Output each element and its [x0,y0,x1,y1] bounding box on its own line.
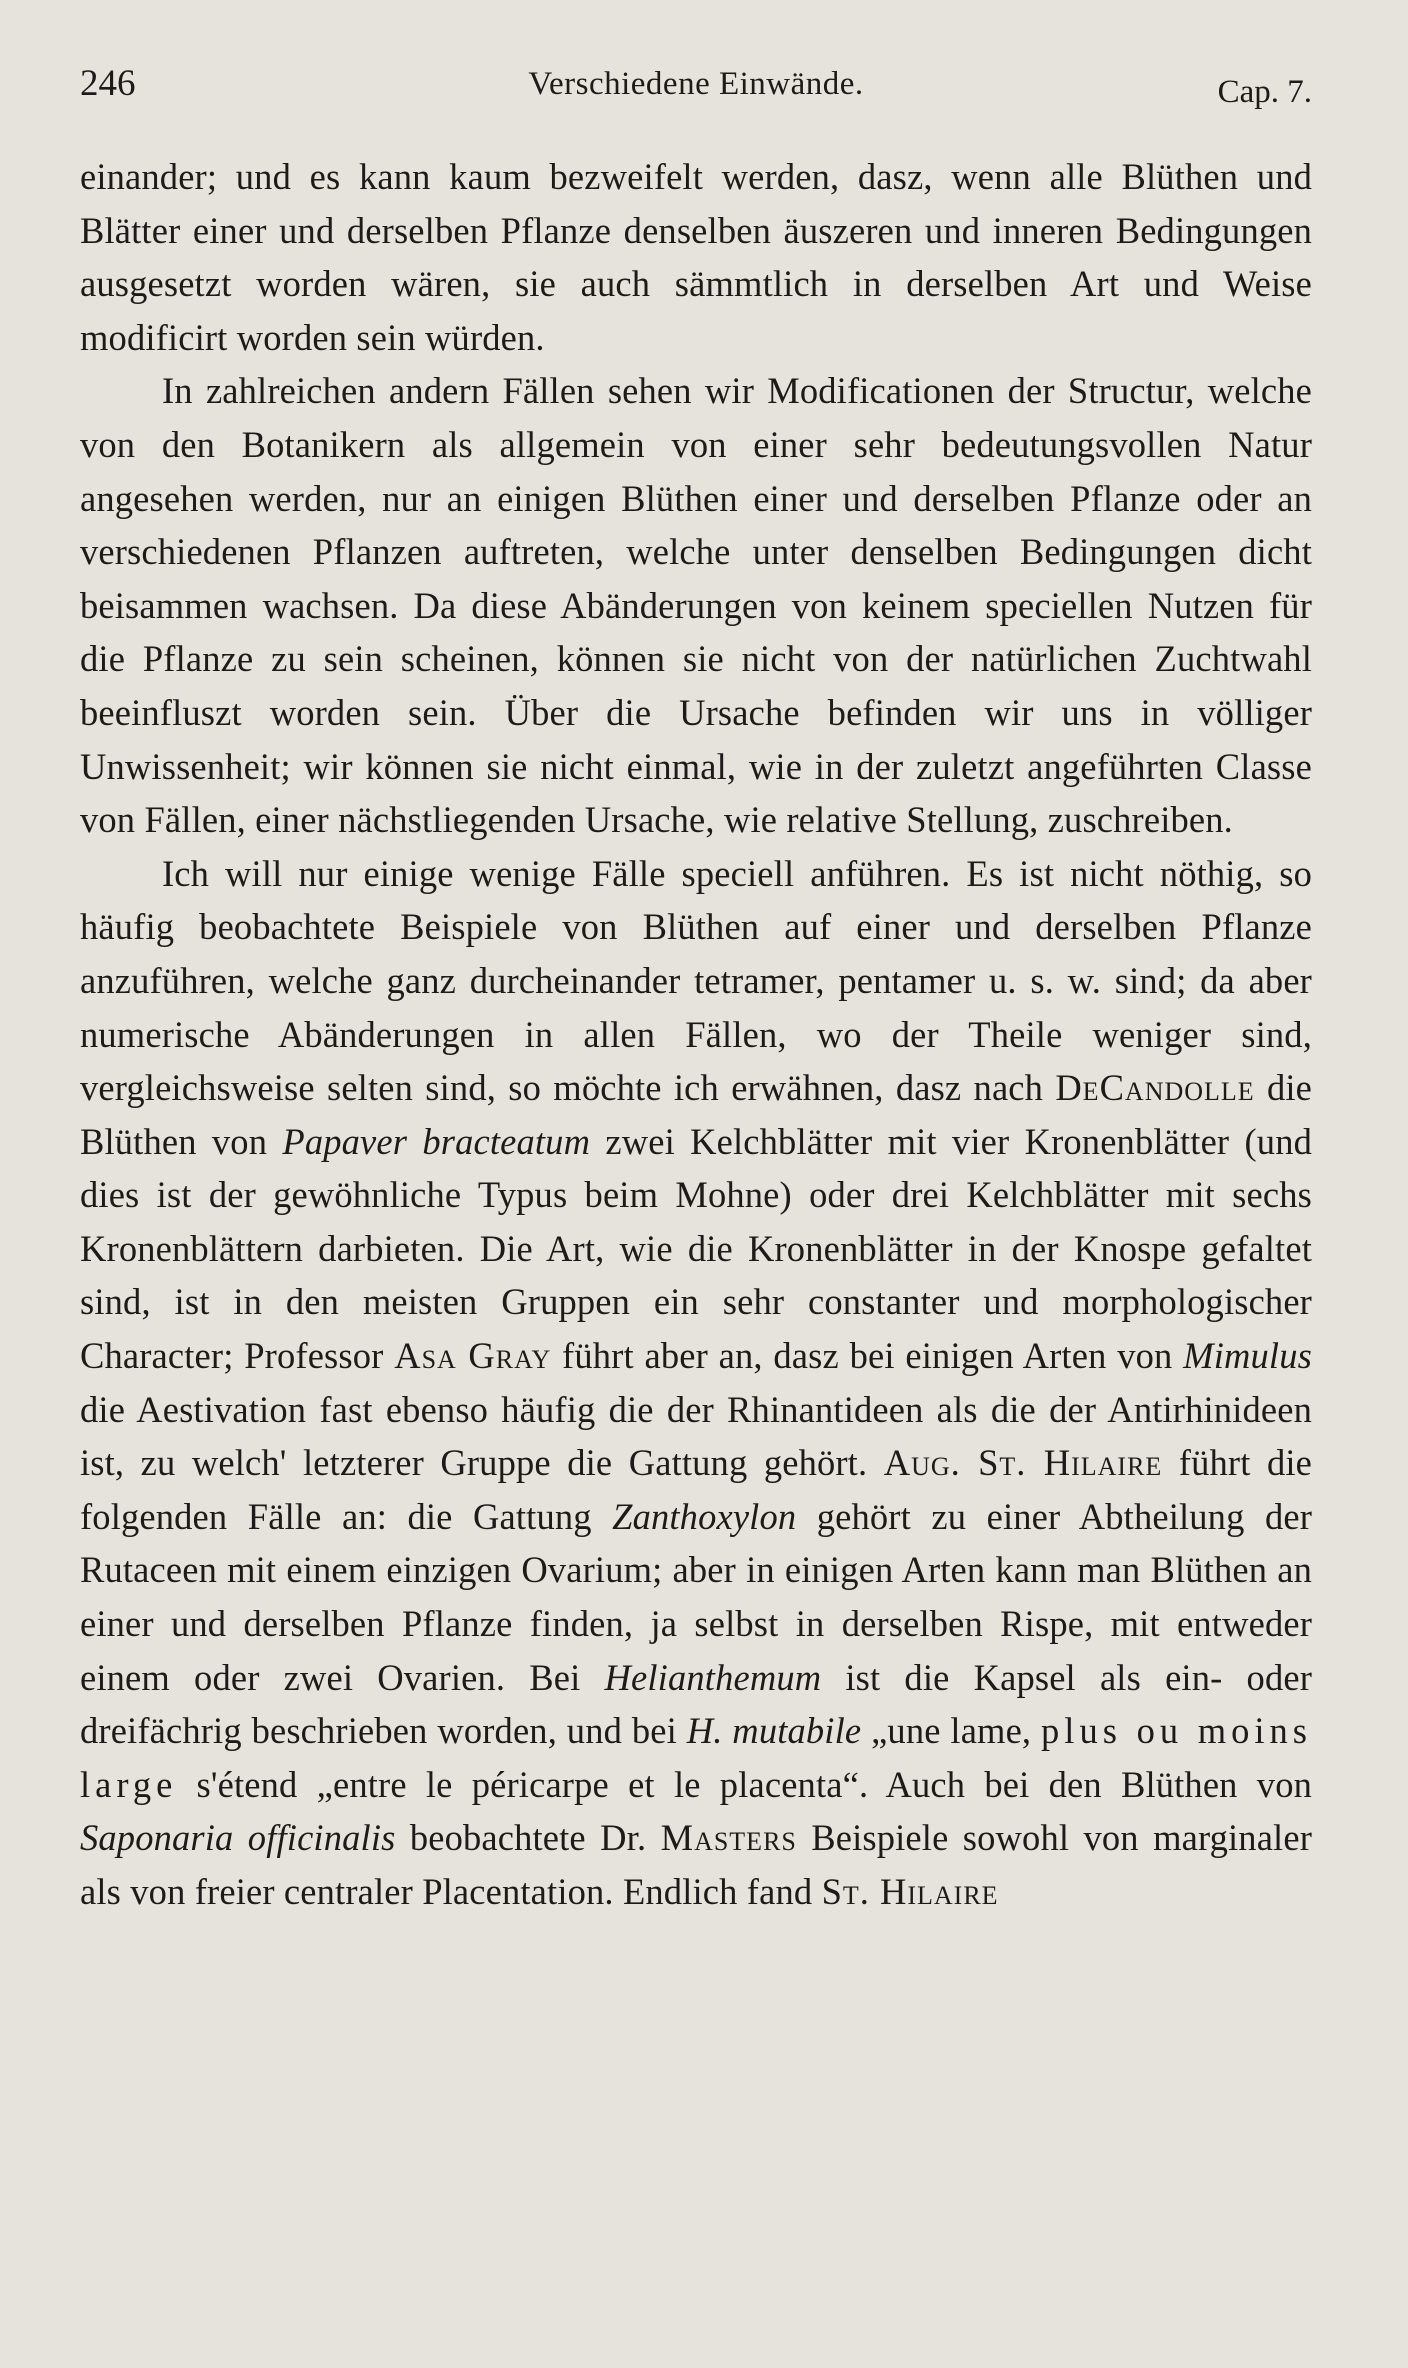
running-title: Verschiedene Einwände. [528,66,864,102]
paragraph-3-text-10: beobachtete Dr. [409,1817,647,1859]
paragraph-2: In zahlreichen andern Fällen sehen wir Modificationen der Structur, welche von den Botanikern als allgemein von einer sehr bedeutungsvollen Natur angesehen werden, nur an einigen Blüthen einer und derselben Pflanze oder an verschiedenen Pflanzen auftreten, welche unter denselben Bedingungen dicht beisammen wachsen. Da diese Abänderungen von keinem speciellen Nutzen für die Pflanze zu sein scheinen, können sie nicht von der natürlichen Zuchtwahl beeinfluszt worden sein. Über die Ursache befinden wir uns in völliger Unwissenheit; wir können sie nicht einmal, wie in der zuletzt angeführten Classe von Fällen, einer nächstliegenden Ursache, wie relative Stellung, zuschreiben. [80,370,1312,841]
chapter-label: Cap. 7. [1217,74,1312,110]
paragraph-3-text-6: führt die folgenden Fälle an: die Gattung [80,1442,1312,1537]
paragraph-3-text-3: zwei Kelchblätter mit vier Kronenblätter (und dies ist der gewöhnliche Typus beim Mohne) oder drei Kelchblätter mit sechs Kronenblättern darbieten. Die Art, wie die Kronenblätter in der Knospe gefaltet sind, ist in den meisten Gruppen ein sehr constanter und morphologischer Character; Professor [80,1120,1313,1377]
author-name-hilaire: Aug. St. Hilaire [883,1442,1163,1484]
genus-zanthoxylon: Zanthoxylon [612,1495,797,1537]
author-name-masters: Masters [660,1817,797,1859]
paragraph-3-text-1: Ich will nur einige wenige Fälle speciell anführen. Es ist nicht nöthig, so häufig beobachtete Beispiele von Blüthen auf einer und derselben Pflanze anzuführen, welche ganz durcheinander tetramer, pentamer u. s. w. sind; da aber numerische Abänderungen in allen Fällen, wo der Theile weniger sind, vergleichsweise selten sind, so möchte ich erwähnen, dasz nach [80,852,1312,1109]
author-name-decandolle: DeCandolle [1055,1067,1255,1109]
paragraph-3-text-7: gehört zu einer Abtheilung der Rutaceen mit einem einzigen Ovarium; aber in einigen Arten kann man Blüthen an einer und derselben Pflanze finden, ja selbst in derselben Rispe, mit entweder einem oder zwei Ovarien. Bei [80,1495,1313,1698]
paragraph-3-text-5: die Aestivation fast ebenso häufig die der Rhinantideen als die der Antirhinideen ist, zu welch' letzterer Gruppe die Gattung gehört. [80,1388,1312,1484]
paragraph-3-text-4: führt aber an, dasz bei einigen Arten von [562,1335,1173,1377]
species-papaver: Papaver bracteatum [282,1120,591,1162]
paragraph-3-text-8: ist die Kapsel als ein- oder dreifächrig beschrieben worden, und bei [80,1656,1312,1752]
species-saponaria: Saponaria officinalis [80,1817,396,1859]
species-mutabile: H. mutabile [686,1710,862,1752]
page-number: 246 [80,63,136,104]
author-name-gray: Asa Gray [394,1335,552,1377]
paragraph-1: einander; und es kann kaum bezweifelt werden, dasz, wenn alle Blüthen und Blätter einer und derselben Pflanze denselben äuszeren und inneren Bedingungen ausgesetzt worden wären, sie auch sämmtlich in derselben Art und Weise modificirt worden sein würden. [80,156,1312,358]
paragraph-3-text-11: Beispiele sowohl von marginaler als von freier centraler Placentation. Endlich fand [80,1817,1313,1912]
french-quote-spaced: plus ou moins large [80,1710,1312,1805]
genus-helianthemum: Helianthemum [604,1656,822,1698]
paragraph-3 [80,847,1312,1919]
french-quote-start: „une lame, [871,1710,1032,1752]
author-name-st-hilaire: St. Hilaire [821,1871,999,1912]
french-quote-end: s'étend „entre le péricarpe et le placenta“. [196,1763,869,1805]
body-text [80,150,1312,1919]
paragraph-3-text-2: die Blüthen von [80,1067,1312,1162]
running-head [80,58,1312,108]
paragraph-3-text-9: Auch bei den Blüthen von [885,1763,1313,1805]
genus-mimulus: Mimulus [1183,1335,1312,1377]
